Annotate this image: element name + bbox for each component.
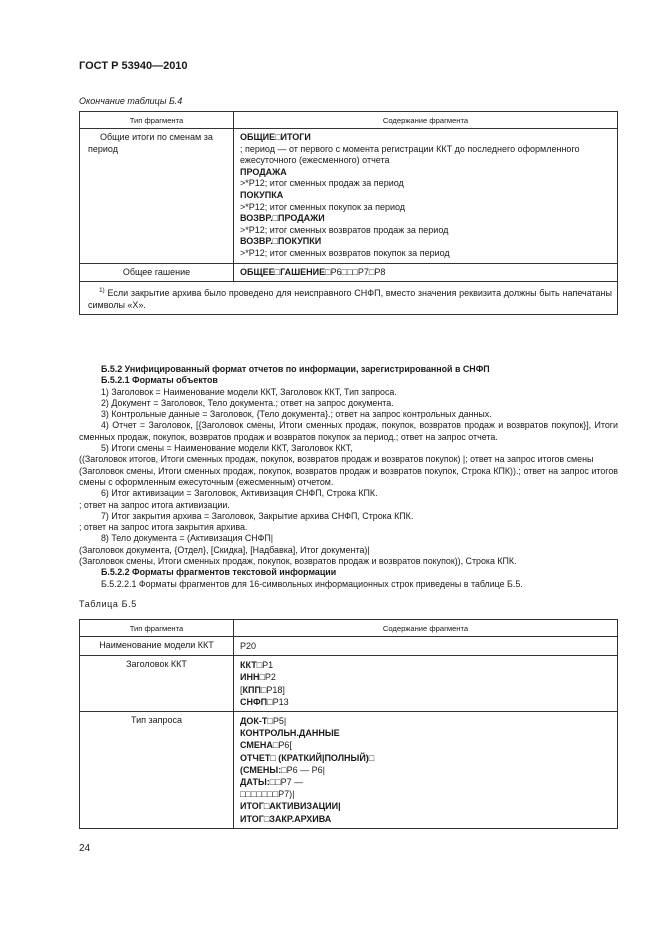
paragraph: 4) Отчет = Заголовок, [{Заголовок смены, Итоги сменных продаж, покупок, возвратов продаж и возвратов покупок}], Итоги сменных продаж, покупок, возвратов продаж и возвратов покупок за период.; ответ на запрос отчета.	[79, 420, 618, 442]
section-heading: Б.5.2 Унифицированный формат отчетов по информации, зарегистрированной в СНФП	[101, 364, 490, 374]
content-line: ИТОГ□АКТИВИЗАЦИИ|	[240, 801, 341, 812]
body-text	[79, 364, 618, 590]
content-rest: Р18]	[266, 684, 285, 695]
content-line: ОТЧЕТ□ (КРАТКИЙ|ПОЛНЫЙ)□	[240, 752, 375, 763]
content-bold: (СМЕНЫ:□	[240, 764, 287, 775]
content-line: >*Р12; итог сменных возвратов покупок за период	[240, 247, 450, 258]
content-line	[240, 684, 612, 696]
paragraph: 7) Итог закрытия архива = Заголовок, Закрытие архива СНФП, Строка КПК.	[101, 510, 414, 521]
content-rest: Р7)|	[278, 789, 295, 800]
content-line	[240, 715, 612, 727]
subsection-heading: Б.5.2.1 Форматы объектов	[101, 375, 218, 386]
paragraph: (Заголовок смены, Итоги сменных продаж, покупок, возвратов продаж и возвратов покупок)), Строка КПК.	[79, 556, 517, 567]
paragraph: 5) Итоги смены = Наименование модели ККТ, Заголовок ККТ,	[101, 443, 353, 454]
page-number: 24	[79, 843, 91, 854]
paragraph: 1) Заголовок = Наименование модели ККТ, Заголовок ККТ, Тип запроса.	[101, 386, 397, 397]
paragraph: ; ответ на запрос итога активизации.	[79, 499, 230, 510]
content-line	[240, 788, 612, 800]
table-caption: Окончание таблицы Б.4	[79, 96, 183, 106]
table-b4	[79, 111, 618, 315]
content-rest: Р1	[262, 660, 274, 671]
content-line: >*Р12; итог сменных возвратов продаж за период	[240, 224, 449, 235]
content-bold: ДОК-Т□	[240, 716, 273, 727]
content-line: ПРОДАЖА	[240, 166, 287, 177]
paragraph: 6) Итог активизации = Заголовок, Активизация СНФП, Строка КПК.	[101, 488, 378, 499]
fragment-content-cell	[234, 712, 618, 829]
table-header-row	[80, 112, 618, 129]
content-rest: Р13	[272, 696, 289, 707]
fragment-type-label: Общие итоги по сменам за период	[88, 132, 213, 154]
fragment-content-cell	[234, 656, 618, 712]
footnote-row	[80, 282, 618, 315]
content-bold: СНФП□	[240, 696, 273, 707]
fragment-content-cell: Р20	[234, 637, 618, 656]
table-b5	[79, 619, 618, 829]
content-line	[240, 659, 612, 671]
paragraph: 8) Тело документа = (Активизация СНФП|	[101, 533, 274, 544]
paragraph: Б.5.2.2.1 Форматы фрагментов для 16-символьных информационных строк приведены в таблице Б.5.	[101, 578, 523, 589]
content-line: >*Р12; итог сменных покупок за период	[240, 201, 406, 212]
table-header-row	[80, 620, 618, 637]
paragraph: 3) Контрольные данные = Заголовок, {Тело документа}.; ответ на запрос контрольных данных.	[101, 409, 492, 420]
paragraph: 2) Документ = Заголовок, Тело документа.; ответ на запрос документа.	[101, 397, 394, 408]
content-bold: КПП□	[242, 684, 267, 695]
document-header: ГОСТ Р 53940—2010	[79, 60, 188, 72]
fragment-content-cell	[234, 263, 618, 282]
content-line: >*Р12; итог сменных продаж за период	[240, 178, 404, 189]
content-rest: Р5|	[272, 716, 287, 727]
paragraph: ; ответ на запрос итога закрытия архива.	[79, 522, 248, 533]
paragraph: ((Заголовок итогов, Итоги сменных продаж, покупок, возвратов продаж и возвратов покупок) |; ответ на запрос итогов смены	[79, 454, 594, 465]
content-rest: Р6 — Р6|	[286, 764, 325, 775]
content-bold: ИНН□	[240, 672, 265, 683]
table-title: Таблица Б.5	[79, 599, 137, 609]
footnote-text: Если закрытие архива было проведено для неисправного СНФП, вместо значения реквизита должны быть напечатаны символы «Х».	[88, 288, 612, 311]
paragraph: (Заголовок документа, {Отдел}, [Скидка], [Надбавка], Итог документа)|	[79, 544, 370, 555]
content-bold: ОБЩЕЕ□ГАШЕНИЕ□	[240, 266, 331, 277]
content-line: ; период — от первого с момента регистрации ККТ до последнего оформленного ежесуточного (ежесменного) отчета	[240, 143, 580, 166]
content-rest: [	[240, 684, 243, 695]
fragment-content-cell	[234, 129, 618, 264]
content-bold: ДАТЫ:□□	[240, 777, 281, 788]
content-rest: Р6[	[278, 740, 292, 751]
table-row	[80, 637, 618, 656]
content-line: ПОКУПКА	[240, 189, 284, 200]
content-line: ВОЗВР.□ПОКУПКИ	[240, 236, 322, 247]
content-line: ИТОГ□ЗАКР.АРХИВА	[240, 813, 332, 824]
table-row	[80, 129, 618, 264]
content-line	[240, 671, 612, 683]
subsection-heading: Б.5.2.2 Форматы фрагментов текстовой информации	[101, 567, 337, 578]
column-header: Содержание фрагмента	[234, 620, 618, 637]
paragraph: (Заголовок смены, Итоги сменных продаж, покупок, возвратов продаж и возвратов покупок, Строка КПК)).; ответ на запрос итогов смены с оформленным ежесуточным (ежесменным) отчетом.	[79, 465, 618, 487]
content-bold: ККТ□	[240, 660, 263, 671]
content-line	[240, 739, 612, 751]
content-line: ВОЗВР.□ПРОДАЖИ	[240, 213, 325, 224]
table-row	[80, 263, 618, 282]
content-line: КОНТРОЛЬН.ДАННЫЕ	[240, 728, 340, 739]
content-line	[240, 776, 612, 788]
table-row	[80, 712, 618, 829]
table-row	[80, 656, 618, 712]
column-header: Содержание фрагмента	[234, 112, 618, 129]
content-line	[240, 696, 612, 708]
fragment-type-cell: Наименование модели ККТ	[80, 637, 234, 656]
content-rest: Р7 —	[280, 777, 304, 788]
content-line	[240, 764, 612, 776]
content-bold: СМЕНА□	[240, 740, 279, 751]
fragment-type-cell: Заголовок ККТ	[80, 656, 234, 712]
fragment-type-cell	[80, 129, 234, 264]
content-rest: □□□□□□□	[240, 789, 279, 800]
column-header: Тип фрагмента	[80, 112, 234, 129]
footnote-mark: 1)	[98, 287, 105, 295]
fragment-type-cell: Тип запроса	[80, 712, 234, 829]
content-line: ОБЩИЕ□ИТОГИ	[240, 132, 311, 142]
footnote-cell	[80, 282, 618, 315]
content-rest: Р2	[264, 672, 276, 683]
column-header: Тип фрагмента	[80, 620, 234, 637]
content-rest: Р6□□□Р7□Р8	[330, 266, 386, 277]
fragment-type-cell: Общее гашение	[80, 263, 234, 282]
